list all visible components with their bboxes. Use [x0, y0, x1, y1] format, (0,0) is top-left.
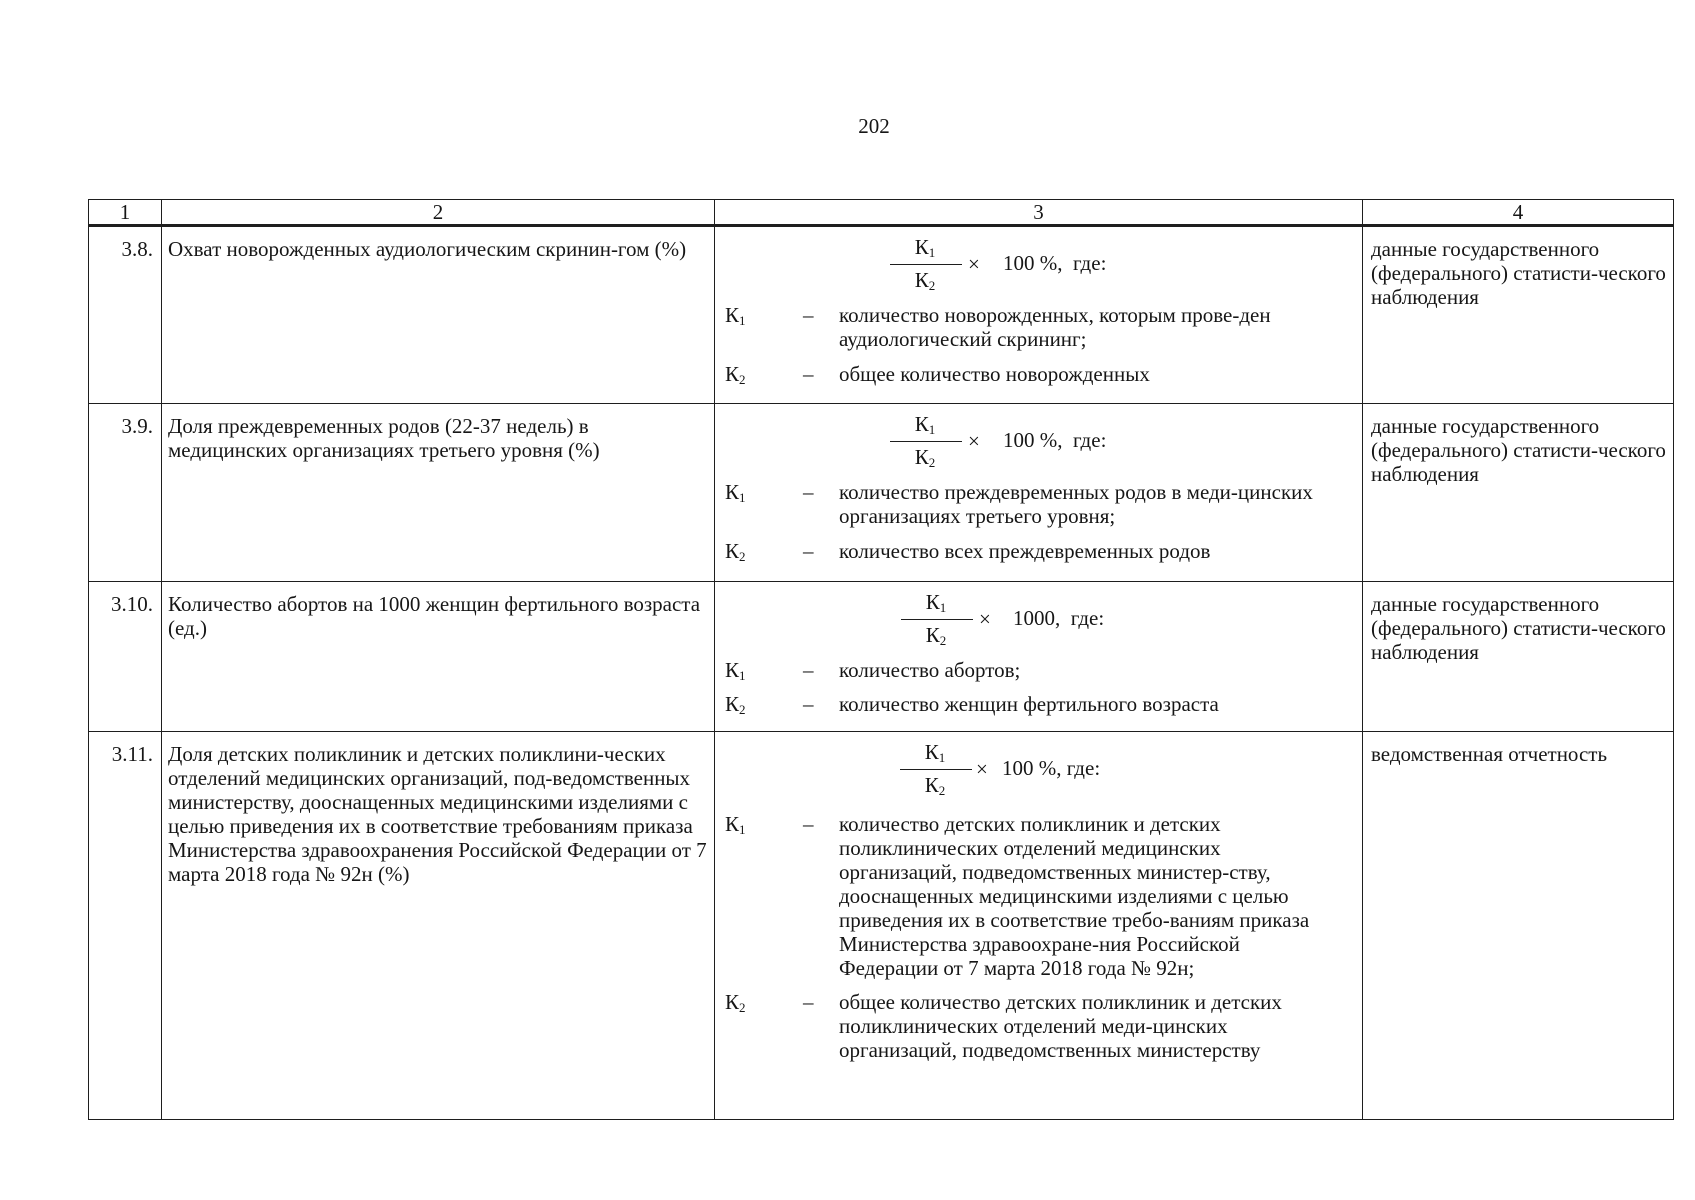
row-number: 3.11.	[89, 732, 162, 1120]
definition-dash: –	[803, 539, 814, 563]
definition-item	[715, 990, 1362, 1062]
formula-cell	[715, 582, 1363, 732]
definition-symbol: $К_1$	[725, 658, 746, 683]
data-source: данные государственного (федерального) статисти-ческого наблюдения	[1363, 226, 1674, 404]
definition-text: количество новорожденных, которым прове-ден аудиологический скрининг;	[839, 303, 1271, 351]
fraction-bar	[901, 619, 973, 620]
times-sign: ×	[979, 607, 991, 631]
indicator-name: Доля преждевременных родов (22-37 недель) в медицинских организациях третьего уровня (%)	[162, 404, 715, 582]
formula	[715, 590, 1362, 648]
fraction-bar	[890, 441, 962, 442]
row-number: 3.9.	[89, 404, 162, 582]
definition-text: количество абортов;	[839, 658, 1021, 682]
row-number: 3.10.	[89, 582, 162, 732]
formula-multiplier: 1000, где:	[1013, 606, 1105, 630]
column-header-4: 4	[1363, 200, 1674, 226]
table-header	[89, 200, 1674, 226]
definition-text: количество детских поликлиник и детских поликлинических отделений медицинских организаций, подведомственных министер-ству, дооснащенных медицинскими изделиями с целью приведения их в соответствие требо-ваниям приказа Министерства здравоохране-ния Российской Федерации от 7 марта 2018 года № 92н;	[839, 812, 1310, 980]
column-header-2: 2	[162, 200, 715, 226]
definition-symbol: $К_2$	[725, 362, 746, 387]
formula-cell	[715, 226, 1363, 404]
fraction-bar	[890, 264, 962, 265]
column-header-1: 1	[89, 200, 162, 226]
definition-item	[715, 539, 1362, 563]
formula-multiplier: 100 %, где:	[1003, 428, 1107, 452]
formula	[715, 740, 1362, 798]
definition-dash: –	[803, 303, 814, 327]
definition-item	[715, 480, 1362, 528]
formula-cell	[715, 404, 1363, 582]
data-source: ведомственная отчетность	[1363, 732, 1674, 1120]
table-row	[89, 582, 1674, 732]
definition-dash: –	[803, 812, 814, 836]
table-body	[89, 226, 1674, 1120]
definition-dash: –	[803, 658, 814, 682]
indicator-name: Количество абортов на 1000 женщин фертильного возраста (ед.)	[162, 582, 715, 732]
definition-item	[715, 658, 1362, 682]
row-number: 3.8.	[89, 226, 162, 404]
definition-symbol: $К_2$	[725, 990, 746, 1015]
indicators-table	[88, 199, 1674, 1120]
formula	[715, 412, 1362, 470]
definition-text: количество всех преждевременных родов	[839, 539, 1211, 563]
definition-symbol: $К_2$	[725, 539, 746, 564]
table-row	[89, 404, 1674, 582]
definition-item	[715, 692, 1362, 716]
formula	[715, 235, 1362, 293]
table-row	[89, 226, 1674, 404]
formula-numerator: $К_1$	[914, 235, 936, 260]
fraction-bar	[900, 769, 972, 770]
definition-text: количество преждевременных родов в меди-цинских организациях третьего уровня;	[839, 480, 1313, 528]
definition-symbol: $К_1$	[725, 812, 746, 837]
formula-denominator: $К_2$	[914, 268, 936, 293]
definition-item	[715, 812, 1362, 980]
indicator-name: Охват новорожденных аудиологическим скринин-гом (%)	[162, 226, 715, 404]
formula-denominator: $К_2$	[925, 623, 947, 648]
indicator-name: Доля детских поликлиник и детских поликлини-ческих отделений медицинских организаций, под-ведомственных министерству, дооснащенных медицинскими изделиями с целью приведения их в соответствие требованиям приказа Министерства здравоохранения Российской Федерации от 7 марта 2018 года № 92н (%)	[162, 732, 715, 1120]
times-sign: ×	[968, 429, 980, 453]
formula-multiplier: 100 %, где:	[1003, 251, 1107, 275]
definition-text: количество женщин фертильного возраста	[839, 692, 1219, 716]
definition-symbol: $К_2$	[725, 692, 746, 717]
data-source: данные государственного (федерального) статисти-ческого наблюдения	[1363, 582, 1674, 732]
times-sign: ×	[968, 252, 980, 276]
formula-denominator: $К_2$	[914, 445, 936, 470]
data-source: данные государственного (федерального) статисти-ческого наблюдения	[1363, 404, 1674, 582]
column-header-3: 3	[715, 200, 1363, 226]
times-sign: ×	[976, 757, 988, 781]
table-row	[89, 732, 1674, 1120]
definition-text: общее количество детских поликлиник и детских поликлинических отделений меди-цинских организаций, подведомственных министерству	[839, 990, 1282, 1062]
definition-text: общее количество новорожденных	[839, 362, 1150, 386]
definition-item	[715, 362, 1362, 386]
definition-dash: –	[803, 480, 814, 504]
formula-numerator: $К_1$	[924, 740, 946, 765]
formula-denominator: $К_2$	[924, 773, 946, 798]
definition-symbol: $К_1$	[725, 480, 746, 505]
definition-symbol: $К_1$	[725, 303, 746, 328]
formula-multiplier: 100 %, где:	[1002, 756, 1101, 780]
definition-dash: –	[803, 692, 814, 716]
definition-dash: –	[803, 362, 814, 386]
formula-cell	[715, 732, 1363, 1120]
column-number-row	[89, 200, 1674, 226]
definition-dash: –	[803, 990, 814, 1014]
definition-item	[715, 303, 1362, 351]
formula-numerator: $К_1$	[914, 412, 936, 437]
page-number: 202	[858, 114, 890, 138]
formula-numerator: $К_1$	[925, 590, 947, 615]
